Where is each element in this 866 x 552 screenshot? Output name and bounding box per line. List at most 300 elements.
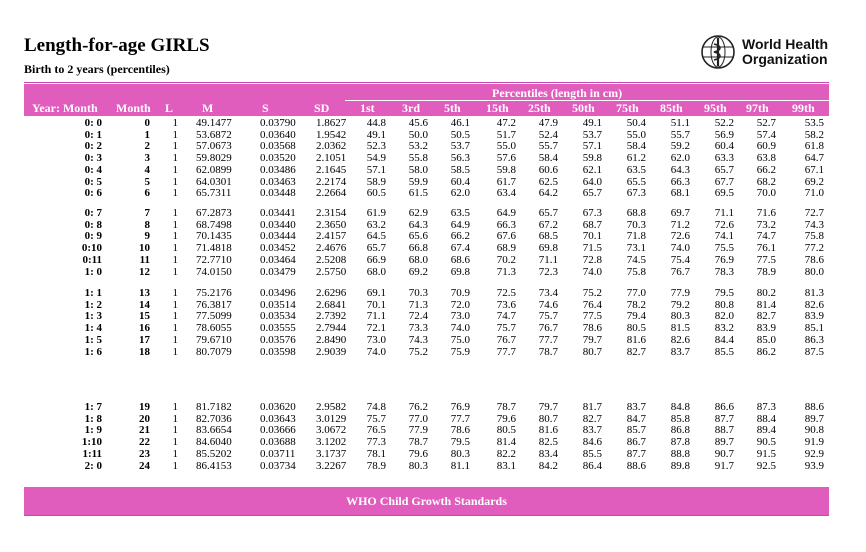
cell-s: 0.03711	[260, 447, 296, 460]
cell-25th: 83.4	[538, 447, 558, 460]
cell-85th: 72.6	[670, 230, 690, 243]
cell-3rd: 58.0	[408, 163, 428, 176]
cell-85th: 68.1	[670, 187, 690, 200]
column-header-5th: 5th	[444, 101, 461, 115]
cell-sd: 2.1645	[316, 163, 347, 176]
cell-3rd: 77.9	[408, 424, 428, 437]
cell-5th: 67.4	[450, 242, 470, 255]
cell-1st: 76.5	[366, 424, 386, 437]
cell-s: 0.03448	[260, 187, 296, 200]
table-row	[24, 288, 829, 300]
cell-m: 71.4818	[196, 242, 232, 255]
cell-month: 14	[139, 298, 150, 311]
cell-99th: 85.1	[804, 322, 824, 335]
cell-l: 1	[172, 436, 178, 449]
cell-1st: 60.5	[366, 187, 386, 200]
cell-m: 75.2176	[196, 287, 232, 299]
cell-75th: 86.7	[626, 436, 646, 449]
cell-sd: 3.2267	[316, 459, 347, 472]
cell-5th: 66.2	[450, 230, 470, 243]
cell-m: 64.0301	[196, 175, 232, 188]
cell-75th: 78.2	[626, 298, 646, 311]
cell-75th: 87.7	[626, 447, 646, 460]
cell-m: 72.7710	[196, 253, 232, 266]
cell-year-month: 1: 9	[84, 424, 102, 437]
cell-year-month: 0:10	[81, 242, 102, 255]
cell-l: 1	[172, 459, 178, 472]
cell-25th: 60.6	[538, 163, 558, 176]
cell-5th: 50.5	[450, 128, 470, 141]
cell-3rd: 53.2	[408, 140, 428, 153]
cell-85th: 89.8	[670, 459, 690, 472]
cell-sd: 2.0362	[316, 140, 347, 153]
cell-s: 0.03514	[260, 298, 296, 311]
cell-year-month: 1: 5	[84, 333, 102, 346]
cell-25th: 75.7	[538, 310, 558, 323]
cell-month: 10	[139, 242, 150, 255]
cell-97th: 86.2	[756, 345, 776, 358]
cell-99th: 93.9	[804, 459, 824, 472]
cell-50th: 77.5	[582, 310, 602, 323]
cell-3rd: 70.3	[408, 287, 428, 299]
cell-s: 0.03666	[260, 424, 296, 437]
column-header-month: Month	[116, 101, 151, 115]
cell-year-month: 2: 0	[84, 459, 102, 472]
cell-s: 0.03441	[260, 207, 296, 219]
cell-1st: 44.8	[366, 117, 386, 129]
cell-s: 0.03598	[260, 345, 296, 358]
cell-sd: 2.5750	[316, 265, 347, 278]
cell-sd: 2.2174	[316, 175, 347, 188]
cell-month: 8	[144, 218, 150, 231]
cell-1st: 61.9	[366, 207, 386, 219]
cell-25th: 69.8	[538, 242, 558, 255]
cell-25th: 47.9	[538, 117, 558, 129]
cell-50th: 68.7	[582, 218, 602, 231]
cell-s: 0.03520	[260, 152, 296, 165]
cell-3rd: 64.3	[408, 218, 428, 231]
cell-95th: 83.2	[714, 322, 734, 335]
cell-85th: 55.7	[670, 128, 690, 141]
cell-l: 1	[172, 424, 178, 437]
cell-s: 0.03452	[260, 242, 296, 255]
cell-15th: 77.7	[496, 345, 516, 358]
cell-year-month: 0: 1	[84, 128, 102, 141]
cell-97th: 83.9	[756, 322, 776, 335]
cell-85th: 66.3	[670, 175, 690, 188]
cell-m: 79.6710	[196, 333, 232, 346]
column-header-1st: 1st	[360, 101, 375, 115]
cell-15th: 70.2	[496, 253, 516, 266]
cell-3rd: 72.4	[408, 310, 428, 323]
cell-85th: 59.2	[670, 140, 690, 153]
table-row	[24, 449, 829, 461]
cell-month: 12	[139, 265, 150, 278]
cell-s: 0.03486	[260, 163, 296, 176]
cell-month: 1	[144, 128, 150, 141]
cell-year-month: 1:11	[82, 447, 102, 460]
cell-97th: 77.5	[756, 253, 776, 266]
cell-l: 1	[172, 412, 178, 425]
cell-l: 1	[172, 175, 178, 188]
cell-sd: 2.2664	[316, 187, 347, 200]
cell-month: 7	[144, 207, 150, 219]
cell-50th: 80.7	[582, 345, 602, 358]
cell-sd: 2.8490	[316, 333, 347, 346]
cell-3rd: 55.8	[408, 152, 428, 165]
cell-95th: 74.1	[714, 230, 734, 243]
cell-s: 0.03440	[260, 218, 296, 231]
cell-1st: 73.0	[366, 333, 386, 346]
cell-97th: 76.1	[756, 242, 776, 255]
cell-97th: 60.9	[756, 140, 776, 153]
cell-3rd: 78.7	[408, 436, 428, 449]
cell-97th: 70.0	[756, 187, 776, 200]
cell-75th: 75.8	[626, 265, 646, 278]
cell-15th: 72.5	[496, 287, 516, 299]
cell-50th: 86.4	[582, 459, 602, 472]
cell-95th: 78.3	[714, 265, 734, 278]
cell-99th: 74.3	[804, 218, 824, 231]
cell-50th: 71.5	[582, 242, 602, 255]
cell-sd: 2.3650	[316, 218, 347, 231]
cell-85th: 64.3	[670, 163, 690, 176]
cell-3rd: 76.2	[408, 401, 428, 413]
column-header-95th: 95th	[704, 101, 727, 115]
cell-1st: 72.1	[366, 322, 386, 335]
cell-85th: 69.7	[670, 207, 690, 219]
cell-25th: 62.5	[538, 175, 558, 188]
cell-m: 49.1477	[196, 117, 232, 129]
cell-l: 1	[172, 447, 178, 460]
cell-1st: 54.9	[366, 152, 386, 165]
cell-99th: 78.6	[804, 253, 824, 266]
cell-15th: 55.0	[496, 140, 516, 153]
cell-m: 62.0899	[196, 163, 232, 176]
cell-15th: 63.4	[496, 187, 516, 200]
cell-s: 0.03496	[260, 287, 296, 299]
cell-3rd: 79.6	[408, 447, 428, 460]
cell-99th: 64.7	[804, 152, 824, 165]
column-header-97th: 97th	[746, 101, 769, 115]
cell-85th: 87.8	[670, 436, 690, 449]
cell-year-month: 0: 4	[84, 163, 102, 176]
cell-85th: 88.8	[670, 447, 690, 460]
data-table	[24, 118, 829, 484]
cell-3rd: 62.9	[408, 207, 428, 219]
cell-3rd: 69.2	[408, 265, 428, 278]
cell-1st: 78.9	[366, 459, 386, 472]
cell-m: 65.7311	[196, 187, 232, 200]
cell-5th: 78.6	[450, 424, 470, 437]
cell-l: 1	[172, 230, 178, 243]
cell-95th: 67.7	[714, 175, 734, 188]
cell-month: 5	[144, 175, 150, 188]
cell-15th: 66.3	[496, 218, 516, 231]
cell-99th: 86.3	[804, 333, 824, 346]
cell-s: 0.03444	[260, 230, 296, 243]
cell-25th: 67.2	[538, 218, 558, 231]
cell-85th: 84.8	[670, 401, 690, 413]
cell-month: 21	[139, 424, 150, 437]
cell-5th: 63.5	[450, 207, 470, 219]
table-row	[24, 165, 829, 177]
cell-95th: 75.5	[714, 242, 734, 255]
who-emblem-icon	[700, 34, 736, 70]
cell-15th: 83.1	[496, 459, 516, 472]
table-row	[24, 118, 829, 130]
cell-year-month: 0: 9	[84, 230, 102, 243]
cell-year-month: 1: 3	[84, 310, 102, 323]
cell-1st: 65.7	[366, 242, 386, 255]
cell-l: 1	[172, 140, 178, 153]
cell-l: 1	[172, 242, 178, 255]
column-header-s: S	[262, 101, 269, 115]
column-header-99th: 99th	[792, 101, 815, 115]
cell-year-month: 1: 4	[84, 322, 102, 335]
cell-year-month: 0: 0	[84, 117, 102, 129]
cell-99th: 77.2	[804, 242, 824, 255]
cell-97th: 66.2	[756, 163, 776, 176]
cell-50th: 57.1	[582, 140, 602, 153]
cell-95th: 69.5	[714, 187, 734, 200]
cell-year-month: 0: 7	[84, 207, 102, 219]
cell-99th: 58.2	[804, 128, 824, 141]
cell-5th: 75.0	[450, 333, 470, 346]
cell-50th: 78.6	[582, 322, 602, 335]
cell-5th: 62.0	[450, 187, 470, 200]
page-subtitle: Birth to 2 years (percentiles)	[24, 62, 170, 76]
cell-year-month: 1: 6	[84, 345, 102, 358]
cell-95th: 91.7	[714, 459, 734, 472]
cell-85th: 86.8	[670, 424, 690, 437]
cell-85th: 76.7	[670, 265, 690, 278]
cell-95th: 87.7	[714, 412, 734, 425]
cell-1st: 49.1	[366, 128, 386, 141]
cell-s: 0.03576	[260, 333, 296, 346]
cell-sd: 3.0672	[316, 424, 347, 437]
cell-15th: 79.6	[496, 412, 516, 425]
cell-25th: 78.7	[538, 345, 558, 358]
cell-99th: 82.6	[804, 298, 824, 311]
cell-3rd: 61.5	[408, 187, 428, 200]
cell-50th: 74.0	[582, 265, 602, 278]
cell-75th: 82.7	[626, 345, 646, 358]
cell-l: 1	[172, 345, 178, 358]
cell-99th: 67.1	[804, 163, 824, 176]
cell-year-month: 1: 1	[84, 287, 102, 299]
cell-99th: 90.8	[804, 424, 824, 437]
cell-50th: 65.7	[582, 187, 602, 200]
cell-75th: 70.3	[626, 218, 646, 231]
table-row	[24, 255, 829, 267]
cell-l: 1	[172, 117, 178, 129]
cell-75th: 58.4	[626, 140, 646, 153]
cell-l: 1	[172, 152, 178, 165]
cell-month: 22	[139, 436, 150, 449]
cell-s: 0.03568	[260, 140, 296, 153]
cell-1st: 77.3	[366, 436, 386, 449]
cell-m: 77.5099	[196, 310, 232, 323]
cell-5th: 80.3	[450, 447, 470, 460]
cell-95th: 89.7	[714, 436, 734, 449]
cell-85th: 71.2	[670, 218, 690, 231]
cell-50th: 49.1	[582, 117, 602, 129]
cell-m: 84.6040	[196, 436, 232, 449]
cell-l: 1	[172, 298, 178, 311]
cell-50th: 75.2	[582, 287, 602, 299]
cell-5th: 53.7	[450, 140, 470, 153]
table-row	[24, 347, 829, 359]
cell-97th: 74.7	[756, 230, 776, 243]
cell-97th: 82.7	[756, 310, 776, 323]
cell-15th: 68.9	[496, 242, 516, 255]
cell-15th: 76.7	[496, 333, 516, 346]
cell-95th: 60.4	[714, 140, 734, 153]
cell-year-month: 0: 3	[84, 152, 102, 165]
cell-50th: 84.6	[582, 436, 602, 449]
cell-year-month: 0: 6	[84, 187, 102, 200]
cell-15th: 57.6	[496, 152, 516, 165]
cell-month: 3	[144, 152, 150, 165]
column-header-50th: 50th	[572, 101, 595, 115]
cell-s: 0.03734	[260, 459, 296, 472]
cell-25th: 55.7	[538, 140, 558, 153]
cell-95th: 86.6	[714, 401, 734, 413]
cell-97th: 78.9	[756, 265, 776, 278]
cell-97th: 88.4	[756, 412, 776, 425]
cell-1st: 74.0	[366, 345, 386, 358]
cell-l: 1	[172, 128, 178, 141]
cell-month: 18	[139, 345, 150, 358]
cell-1st: 75.7	[366, 412, 386, 425]
cell-s: 0.03463	[260, 175, 296, 188]
cell-15th: 78.7	[496, 401, 516, 413]
cell-99th: 53.5	[804, 117, 824, 129]
cell-m: 86.4153	[196, 459, 232, 472]
cell-s: 0.03688	[260, 436, 296, 449]
cell-5th: 72.0	[450, 298, 470, 311]
cell-25th: 74.6	[538, 298, 558, 311]
column-header-m: M	[202, 101, 214, 115]
cell-25th: 82.5	[538, 436, 558, 449]
cell-5th: 68.6	[450, 253, 470, 266]
cell-s: 0.03534	[260, 310, 296, 323]
cell-15th: 64.9	[496, 207, 516, 219]
cell-25th: 72.3	[538, 265, 558, 278]
column-header-sd: SD	[314, 101, 330, 115]
cell-1st: 69.1	[366, 287, 386, 299]
cell-month: 16	[139, 322, 150, 335]
cell-50th: 70.1	[582, 230, 602, 243]
footer-band: WHO Child Growth Standards	[24, 487, 829, 515]
cell-m: 83.6654	[196, 424, 232, 437]
cell-5th: 75.9	[450, 345, 470, 358]
cell-1st: 52.3	[366, 140, 386, 153]
cell-15th: 67.6	[496, 230, 516, 243]
cell-5th: 73.0	[450, 310, 470, 323]
cell-25th: 68.5	[538, 230, 558, 243]
cell-1st: 71.1	[366, 310, 386, 323]
cell-75th: 79.4	[626, 310, 646, 323]
cell-year-month: 0: 8	[84, 218, 102, 231]
cell-99th: 75.8	[804, 230, 824, 243]
cell-l: 1	[172, 218, 178, 231]
cell-s: 0.03555	[260, 322, 296, 335]
cell-25th: 64.2	[538, 187, 558, 200]
cell-3rd: 65.6	[408, 230, 428, 243]
cell-95th: 79.5	[714, 287, 734, 299]
cell-sd: 2.6841	[316, 298, 347, 311]
cell-97th: 87.3	[756, 401, 776, 413]
cell-month: 19	[139, 401, 150, 413]
cell-year-month: 0: 2	[84, 140, 102, 153]
cell-25th: 71.1	[538, 253, 558, 266]
cell-s: 0.03643	[260, 412, 296, 425]
column-header-3rd: 3rd	[402, 101, 420, 115]
cell-97th: 89.4	[756, 424, 776, 437]
cell-15th: 51.7	[496, 128, 516, 141]
cell-97th: 52.7	[756, 117, 776, 129]
cell-5th: 81.1	[450, 459, 470, 472]
cell-month: 6	[144, 187, 150, 200]
cell-50th: 59.8	[582, 152, 602, 165]
cell-50th: 62.1	[582, 163, 602, 176]
cell-75th: 74.5	[626, 253, 646, 266]
cell-15th: 59.8	[496, 163, 516, 176]
page-title: Length-for-age GIRLS	[24, 35, 210, 56]
cell-97th: 57.4	[756, 128, 776, 141]
cell-85th: 75.4	[670, 253, 690, 266]
cell-sd: 3.1737	[316, 447, 347, 460]
cell-99th: 69.2	[804, 175, 824, 188]
cell-25th: 79.7	[538, 401, 558, 413]
cell-75th: 88.6	[626, 459, 646, 472]
cell-sd: 1.9542	[316, 128, 347, 141]
cell-month: 15	[139, 310, 150, 323]
cell-85th: 77.9	[670, 287, 690, 299]
column-header-85th: 85th	[660, 101, 683, 115]
cell-l: 1	[172, 265, 178, 278]
cell-99th: 72.7	[804, 207, 824, 219]
cell-sd: 2.9039	[316, 345, 347, 358]
cell-5th: 79.5	[450, 436, 470, 449]
cell-99th: 61.8	[804, 140, 824, 153]
cell-3rd: 75.2	[408, 345, 428, 358]
table-row	[24, 402, 829, 414]
cell-25th: 73.4	[538, 287, 558, 299]
cell-15th: 74.7	[496, 310, 516, 323]
cell-month: 24	[139, 459, 150, 472]
cell-95th: 76.9	[714, 253, 734, 266]
cell-month: 11	[139, 253, 150, 266]
cell-3rd: 66.8	[408, 242, 428, 255]
cell-75th: 81.6	[626, 333, 646, 346]
cell-month: 9	[144, 230, 150, 243]
bottom-rule	[24, 515, 829, 516]
cell-75th: 67.3	[626, 187, 646, 200]
cell-75th: 77.0	[626, 287, 646, 299]
cell-m: 80.7079	[196, 345, 232, 358]
cell-95th: 72.6	[714, 218, 734, 231]
cell-sd: 2.7392	[316, 310, 347, 323]
cell-85th: 79.2	[670, 298, 690, 311]
cell-1st: 68.0	[366, 265, 386, 278]
cell-year-month: 1: 7	[84, 401, 102, 413]
cell-99th: 80.0	[804, 265, 824, 278]
cell-l: 1	[172, 401, 178, 413]
cell-97th: 80.2	[756, 287, 776, 299]
